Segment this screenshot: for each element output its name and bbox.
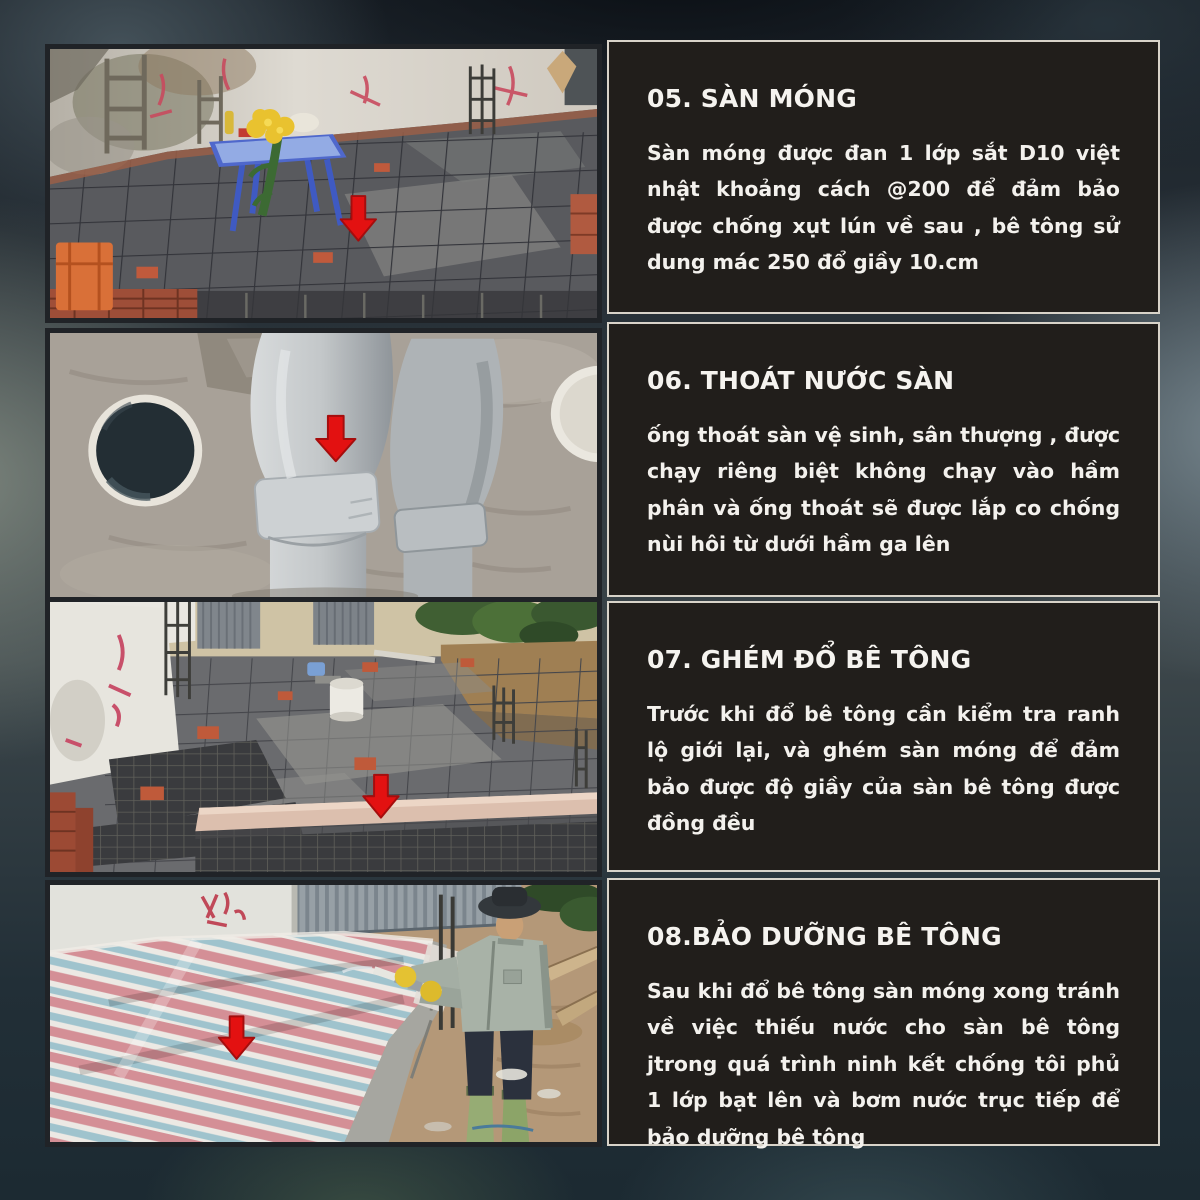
photo-slab-wide-view (45, 597, 602, 877)
photo-foundation-slab (45, 44, 602, 323)
section-title: 06. THOÁT NƯỚC SÀN (647, 366, 955, 395)
text-panel-06 (607, 322, 1160, 597)
section-title: 05. SÀN MÓNG (647, 84, 857, 113)
photo-tarp-worker (45, 880, 602, 1147)
section-body: Trước khi đổ bê tông cần kiểm tra ranh lộ giới lại, và ghém sàn móng để đảm bảo được độ giầy của sàn bê tông được đồng đều (647, 702, 1120, 836)
yellow-glove (420, 981, 442, 1002)
floor-drain-hole (88, 395, 202, 507)
section-title: 07. GHÉM ĐỔ BÊ TÔNG (647, 645, 972, 674)
text-panel-08 (607, 878, 1160, 1149)
section-body: ống thoát sàn vệ sinh, sân thượng , được chạy riêng biệt không chạy vào hầm phân và ống thoát sẽ được lắp co chống nùi hôi từ dưới hầm ga lên (647, 423, 1120, 557)
section-body: Sau khi đổ bê tông sàn móng xong tránh về việc thiếu nước cho sàn bê tông jtrong quá trình ninh kết chống tôi phủ 1 lớp bạt lên và bơm nước trục tiếp để bảo dưỡng bê tông (647, 979, 1120, 1149)
photo-tarp-worker-art (50, 885, 597, 1142)
section-body: Sàn móng được đan 1 lớp sắt D10 việt nhật khoảng cách @200 để đảm bảo được chống xụt lún về sau , bê tông sử dung mác 250 đổ giầy 10.cm (647, 141, 1120, 275)
photo-drain-pipes-art (50, 333, 597, 599)
photo-drain-pipes (45, 328, 602, 604)
orange-toolbox (56, 243, 113, 311)
text-panel-05 (607, 40, 1160, 314)
photo-slab-wide-view-art (50, 602, 597, 872)
section-title: 08.BẢO DƯỠNG BÊ TÔNG (647, 922, 1002, 951)
yellow-glove (395, 966, 417, 987)
photo-foundation-slab-art (50, 49, 597, 318)
text-panel-07 (607, 601, 1160, 872)
